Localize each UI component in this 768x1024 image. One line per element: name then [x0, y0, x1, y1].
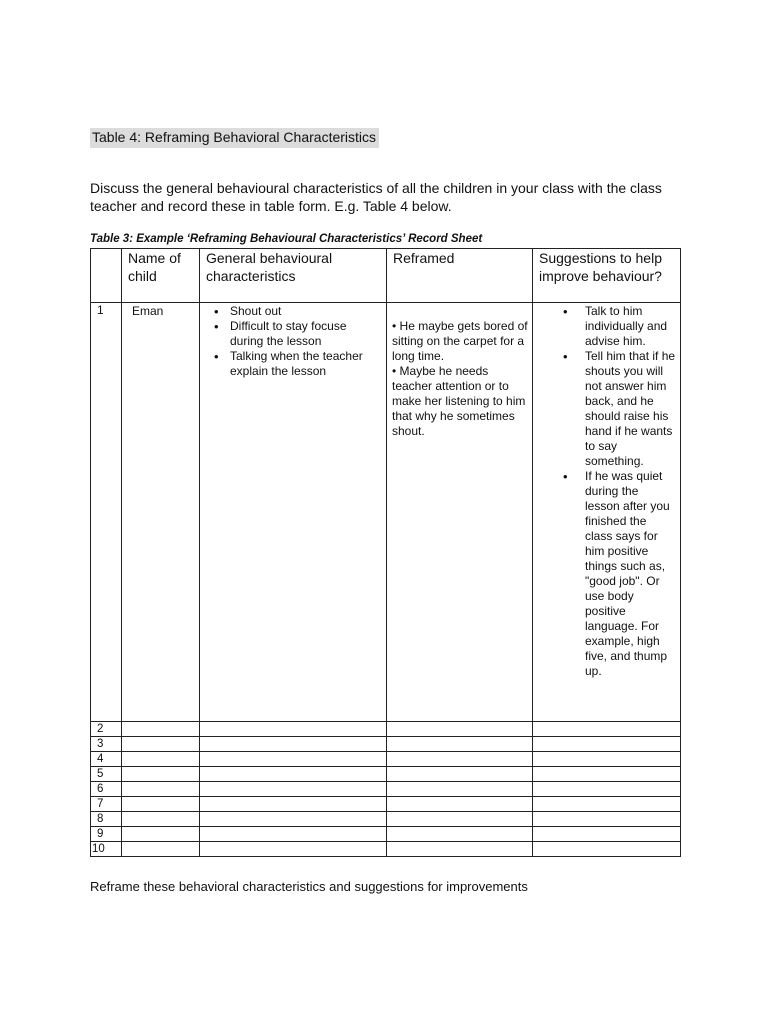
empty-cell: [533, 767, 681, 782]
row-number: 7: [91, 797, 122, 812]
row-number: 9: [91, 827, 122, 842]
empty-cell: [387, 812, 533, 827]
empty-cell: [200, 737, 387, 752]
empty-cell: [387, 737, 533, 752]
page-heading: Table 4: Reframing Behavioral Characteristics: [90, 128, 379, 148]
table-header-row: [91, 249, 681, 303]
general-characteristics-cell: [200, 303, 387, 722]
reframed-point: • He maybe gets bored of sitting on the carpet for a long time.: [392, 319, 528, 363]
list-item: • Shout out: [208, 304, 382, 319]
row-number: 8: [91, 812, 122, 827]
list-item: • Talk to him individually and advise him.: [533, 304, 676, 349]
intro-paragraph: Discuss the general behavioural characteristics of all the children in your class with the class teacher and record these in table form. E.g. Table 4 below.: [90, 180, 662, 214]
reframed-point: • Maybe he needs teacher attention or to make her listening to him that why he sometimes shout.: [392, 364, 526, 438]
header-name: Name of child: [122, 249, 200, 303]
empty-cell: [122, 722, 200, 737]
list-item: • Difficult to stay focuse during the lesson: [208, 319, 382, 349]
empty-cell: [387, 782, 533, 797]
row-number: 3: [91, 737, 122, 752]
table-row: [91, 767, 681, 782]
empty-cell: [387, 752, 533, 767]
table-row: [91, 722, 681, 737]
table-caption: Table 3: Example ‘Reframing Behavioural Characteristics’ Record Sheet: [90, 233, 483, 245]
empty-cell: [200, 842, 387, 857]
suggestions-cell: [533, 303, 681, 722]
empty-cell: [122, 827, 200, 842]
row-number: 1: [91, 303, 122, 722]
table-row: [91, 842, 681, 857]
empty-cell: [200, 752, 387, 767]
row-number: 6: [91, 782, 122, 797]
header-suggestions: Suggestions to help improve behaviour?: [533, 249, 681, 303]
table-row: [91, 782, 681, 797]
empty-cell: [387, 797, 533, 812]
empty-cell: [200, 827, 387, 842]
child-name: Eman: [122, 303, 200, 722]
reframed-cell: [387, 303, 533, 722]
empty-cell: [387, 767, 533, 782]
list-item: • Tell him that if he shouts you will not answer him back, and he should raise his hand if he wants to say something.: [533, 349, 676, 469]
empty-cell: [200, 782, 387, 797]
empty-cell: [122, 812, 200, 827]
empty-cell: [122, 737, 200, 752]
row-number: 5: [91, 767, 122, 782]
empty-cell: [387, 827, 533, 842]
row-number: 10: [91, 842, 122, 857]
empty-cell: [387, 722, 533, 737]
record-sheet-table: [90, 248, 681, 857]
footer-text: Reframe these behavioral characteristics and suggestions for improvements: [90, 879, 528, 894]
empty-cell: [122, 782, 200, 797]
empty-cell: [533, 842, 681, 857]
empty-cell: [200, 767, 387, 782]
empty-cell: [533, 797, 681, 812]
empty-cell: [533, 737, 681, 752]
empty-cell: [533, 722, 681, 737]
empty-cell: [122, 842, 200, 857]
header-general: General behavioural characteristics: [200, 249, 387, 303]
row-number: 2: [91, 722, 122, 737]
empty-cell: [533, 752, 681, 767]
list-item: • Talking when the teacher explain the lesson: [208, 349, 382, 379]
empty-cell: [533, 782, 681, 797]
empty-cell: [122, 752, 200, 767]
table-row: [91, 797, 681, 812]
table-row: [91, 303, 681, 722]
empty-cell: [387, 842, 533, 857]
empty-cell: [200, 722, 387, 737]
empty-cell: [200, 797, 387, 812]
table-row: [91, 827, 681, 842]
table-row: [91, 752, 681, 767]
list-item: • If he was quiet during the lesson after you finished the class says for him positive things such as, "good job". Or use body positive language. For example, high five, and thump up.: [533, 469, 676, 679]
table-row: [91, 812, 681, 827]
empty-cell: [533, 827, 681, 842]
empty-cell: [122, 797, 200, 812]
header-number: [91, 249, 122, 303]
row-number: 4: [91, 752, 122, 767]
header-reframed: Reframed: [387, 249, 533, 303]
empty-cell: [122, 767, 200, 782]
empty-cell: [200, 812, 387, 827]
table-row: [91, 737, 681, 752]
empty-cell: [533, 812, 681, 827]
